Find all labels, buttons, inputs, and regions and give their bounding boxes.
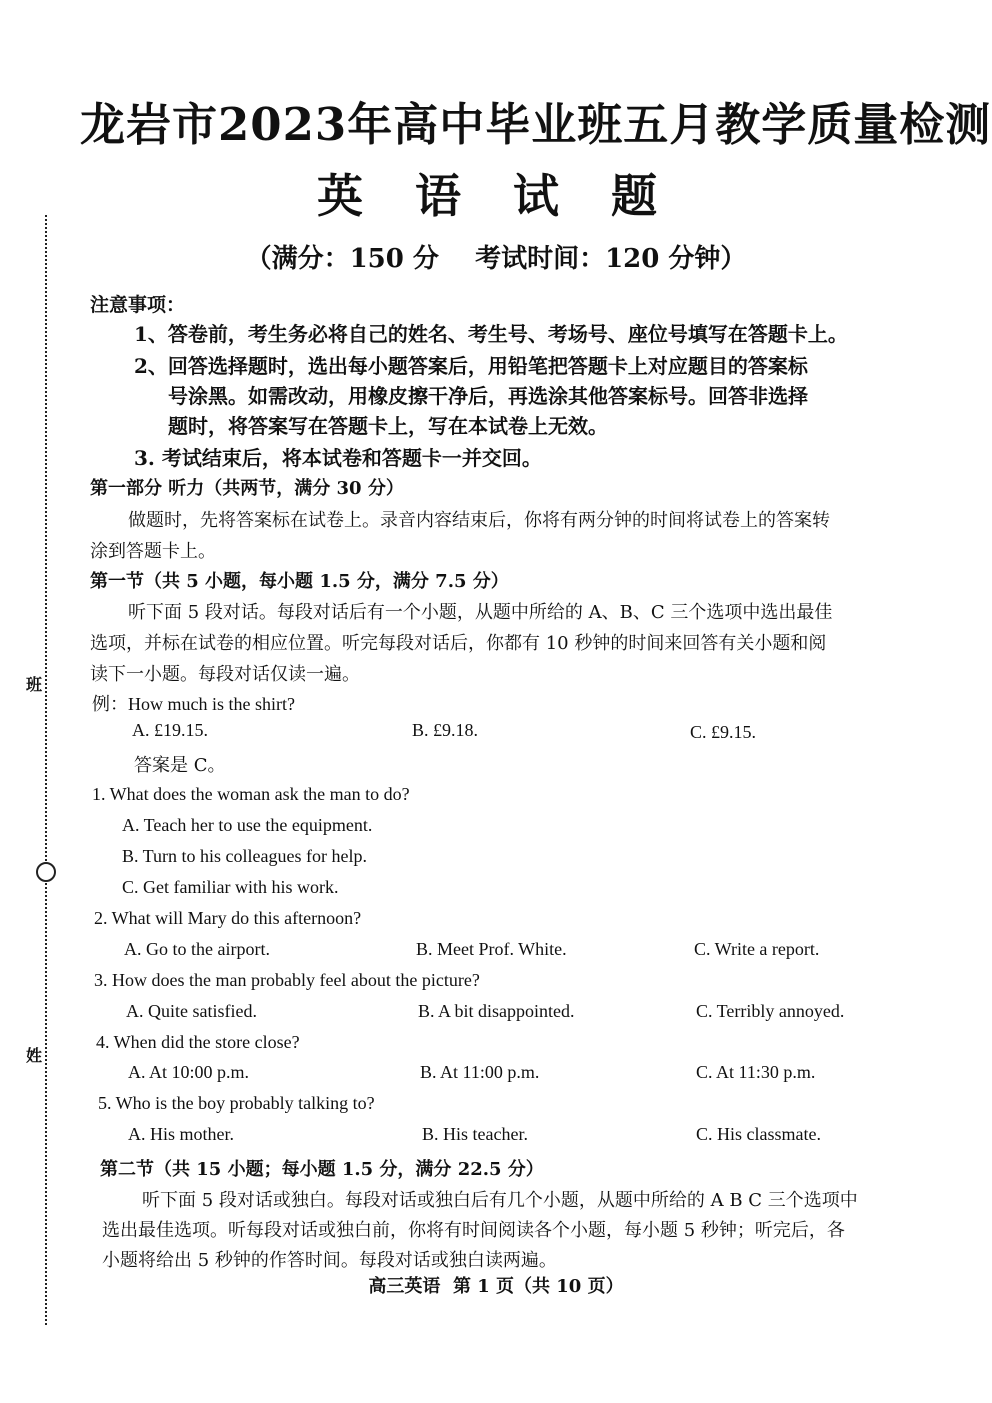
notice-heading: 注意事项： (90, 294, 186, 316)
question-3-option-a: A. Quite satisfied. (126, 1001, 257, 1021)
page-footer: 高三英语 第 1 页（共 10 页） (368, 1276, 624, 1297)
part1-heading: 第一部分 听力（共两节，满分 30 分） (90, 478, 404, 499)
question-5-option-a: A. His mother. (128, 1124, 234, 1144)
section2-instr-line3: 小题将给出 5 秒钟的作答时间。每段对话或独白读两遍。 (102, 1250, 557, 1271)
section2-instr-line1: 听下面 5 段对话或独白。每段对话或独白后有几个小题，从题中所给的 A B C 三个选项中 (142, 1190, 858, 1211)
section1-instr-line3: 读下一小题。每段对话仅读一遍。 (90, 664, 360, 685)
section2-instr-line2: 选出最佳选项。听每段对话或独白前，你将有时间阅读各个小题，每小题 5 秒钟；听完后，各 (102, 1220, 845, 1241)
question-3-option-c: C. Terribly annoyed. (696, 1001, 845, 1021)
question-5-stem: 5. Who is the boy probably talking to? (98, 1093, 375, 1113)
binding-circle-icon (36, 862, 56, 882)
question-2-option-a: A. Go to the airport. (124, 939, 270, 959)
notice-item-1: 1、答卷前，考生务必将自己的姓名、考生号、考场号、座位号填写在答题卡上。 (134, 322, 848, 346)
question-4-option-a: A. At 10:00 p.m. (128, 1062, 250, 1082)
notice-item-2-cont2: 题时，将答案写在答题卡上，写在本试卷上无效。 (168, 414, 608, 438)
binding-mark-name: 姓 (26, 1046, 43, 1065)
section1-heading: 第一节（共 5 小题，每小题 1.5 分，满分 7.5 分） (90, 571, 509, 592)
section1-instr-line2: 选项，并标在试卷的相应位置。听完每段对话后，你都有 10 秒钟的时间来回答有关小题和阅 (90, 633, 827, 654)
part1-intro-line2: 涂到答题卡上。 (90, 541, 216, 562)
section1-instr-line1: 听下面 5 段对话。每段对话后有一个小题，从题中所给的 A、B、C 三个选项中选出最佳 (128, 602, 833, 623)
score-time-info: （满分：150 分 考试时间：120 分钟） (245, 244, 747, 274)
question-2-option-b: B. Meet Prof. White. (416, 939, 567, 959)
question-1-option-b: B. Turn to his colleagues for help. (122, 846, 367, 866)
question-3-stem: 3. How does the man probably feel about the picture? (94, 970, 480, 990)
notice-item-2-cont: 号涂黑。如需改动，用橡皮擦干净后，再选涂其他答案标号。回答非选择 (168, 384, 808, 408)
question-5-option-b: B. His teacher. (422, 1124, 528, 1144)
example-option-c: C. £9.15. (690, 722, 757, 742)
example-option-a: A. £19.15. (132, 720, 208, 740)
question-4-stem: 4. When did the store close? (96, 1032, 300, 1052)
exam-subject-title: 英 语 试 题 (316, 169, 676, 223)
part1-intro-line1: 做题时，先将答案标在试卷上。录音内容结束后，你将有两分钟的时间将试卷上的答案转 (128, 510, 830, 531)
question-4-option-c: C. At 11:30 p.m. (696, 1062, 816, 1082)
question-5-option-c: C. His classmate. (696, 1124, 821, 1144)
question-2-option-c: C. Write a report. (694, 939, 820, 959)
example-option-b: B. £9.18. (412, 720, 479, 740)
binding-mark-class: 班 (26, 675, 43, 694)
question-1-option-a: A. Teach her to use the equipment. (122, 815, 373, 835)
notice-item-2: 2、回答选择题时，选出每小题答案后，用铅笔把答题卡上对应题目的答案标 (134, 354, 808, 378)
exam-title: 龙岩市2023年高中毕业班五月教学质量检测 (80, 98, 992, 151)
question-1-option-c: C. Get familiar with his work. (122, 877, 339, 897)
notice-item-3: 3. 考试结束后，将本试卷和答题卡一并交回。 (134, 446, 542, 470)
question-4-option-b: B. At 11:00 p.m. (420, 1062, 540, 1082)
example-answer: 答案是 C。 (134, 755, 226, 776)
question-2-stem: 2. What will Mary do this afternoon? (94, 908, 362, 928)
binding-dotted-line (45, 215, 47, 1325)
question-1-stem: 1. What does the woman ask the man to do? (92, 784, 410, 804)
question-3-option-b: B. A bit disappointed. (418, 1001, 575, 1021)
section2-heading: 第二节（共 15 小题；每小题 1.5 分，满分 22.5 分） (100, 1159, 544, 1180)
example-question: 例：How much is the shirt? (92, 694, 295, 714)
